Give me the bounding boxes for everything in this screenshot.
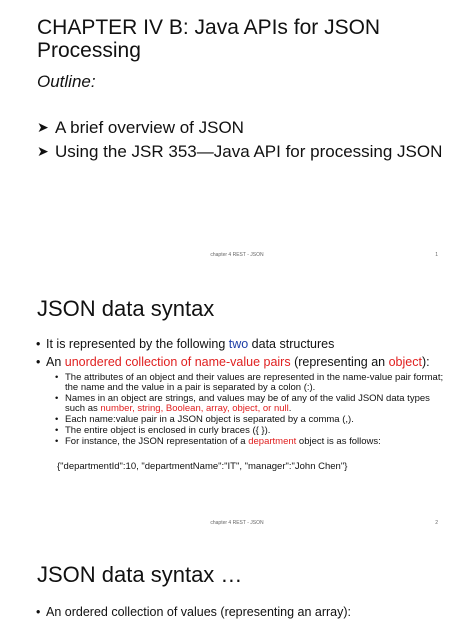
bullet-icon: • xyxy=(36,605,41,619)
list-item xyxy=(37,142,457,161)
highlight-text: object xyxy=(388,355,422,369)
bullet-icon: • xyxy=(55,393,59,404)
sub-bullet-list xyxy=(55,373,445,447)
text-run: For instance, the JSON representation of a xyxy=(65,436,249,447)
list-item xyxy=(55,426,445,436)
outline-list xyxy=(37,118,457,166)
list-item xyxy=(36,337,446,351)
footer-text: chapter 4 REST - JSON xyxy=(210,520,264,526)
list-item xyxy=(36,605,446,619)
text-run: object is as follows: xyxy=(296,436,381,447)
slide-title: CHAPTER IV B: Java APIs for JSON Processing xyxy=(37,16,381,62)
text-run: (representing an xyxy=(290,355,389,369)
text-run: An xyxy=(46,355,65,369)
text-run: data structures xyxy=(248,337,335,351)
arrow-bullet-icon: ➤ xyxy=(37,119,49,135)
bullet-icon: • xyxy=(55,425,59,436)
bullet-text: An ordered collection of values (representing an array): xyxy=(46,605,352,619)
json-example: {"departmentId":10, "departmentName":"IT", "manager":"John Chen"} xyxy=(57,461,348,472)
bullet-icon: • xyxy=(55,372,59,383)
bullet-icon: • xyxy=(36,355,41,369)
slide-title: JSON data syntax … xyxy=(37,562,243,587)
list-item xyxy=(55,415,445,425)
list-item xyxy=(55,394,445,414)
sub-bullet-text xyxy=(65,437,445,447)
bullet-text xyxy=(46,355,446,369)
list-item xyxy=(37,118,457,137)
sub-bullet-text: The entire object is enclosed in curly braces ({ }). xyxy=(65,425,271,436)
text-run: . xyxy=(288,403,292,414)
bullet-list xyxy=(36,605,446,623)
highlight-text: number, string, Boolean, array, object, or null xyxy=(100,403,289,414)
bullet-icon: • xyxy=(55,436,59,447)
slide-3 xyxy=(0,548,474,632)
arrow-bullet-icon: ➤ xyxy=(37,143,49,159)
slide-2 xyxy=(0,282,474,536)
highlight-text: unordered collection of name-value pairs xyxy=(64,355,291,369)
sub-bullet-text xyxy=(65,394,445,414)
list-item-text: Using the JSR 353—Java API for processing JSON xyxy=(55,142,443,161)
text-run: Names in an object are strings, and values may be of any of the valid JSON data types such as xyxy=(65,393,430,414)
highlight-text: two xyxy=(228,337,249,351)
footer-text: chapter 4 REST - JSON xyxy=(210,252,264,258)
text-run: ): xyxy=(421,355,430,369)
bullet-icon: • xyxy=(36,337,41,351)
bullet-text xyxy=(46,337,446,351)
list-item xyxy=(36,355,446,369)
sub-bullet-text: The attributes of an object and their values are represented in the name-value pair format; the name and the value in a pair is separated by a colon (:). xyxy=(65,372,444,393)
bullet-icon: • xyxy=(55,414,59,425)
list-item xyxy=(55,373,445,393)
list-item-text: A brief overview of JSON xyxy=(55,118,244,137)
sub-list-container xyxy=(36,373,446,447)
list-item xyxy=(55,437,445,447)
page-number: 1 xyxy=(435,252,438,258)
highlight-text: department xyxy=(248,436,297,447)
text-run: It is represented by the following xyxy=(46,337,229,351)
page-number: 2 xyxy=(435,520,438,526)
slide-title: JSON data syntax xyxy=(37,296,215,321)
bullet-list xyxy=(36,337,446,448)
outline-label: Outline: xyxy=(37,72,96,91)
sub-bullet-text: Each name:value pair in a JSON object is separated by a comma (,). xyxy=(65,414,354,425)
slide-1 xyxy=(0,0,474,270)
